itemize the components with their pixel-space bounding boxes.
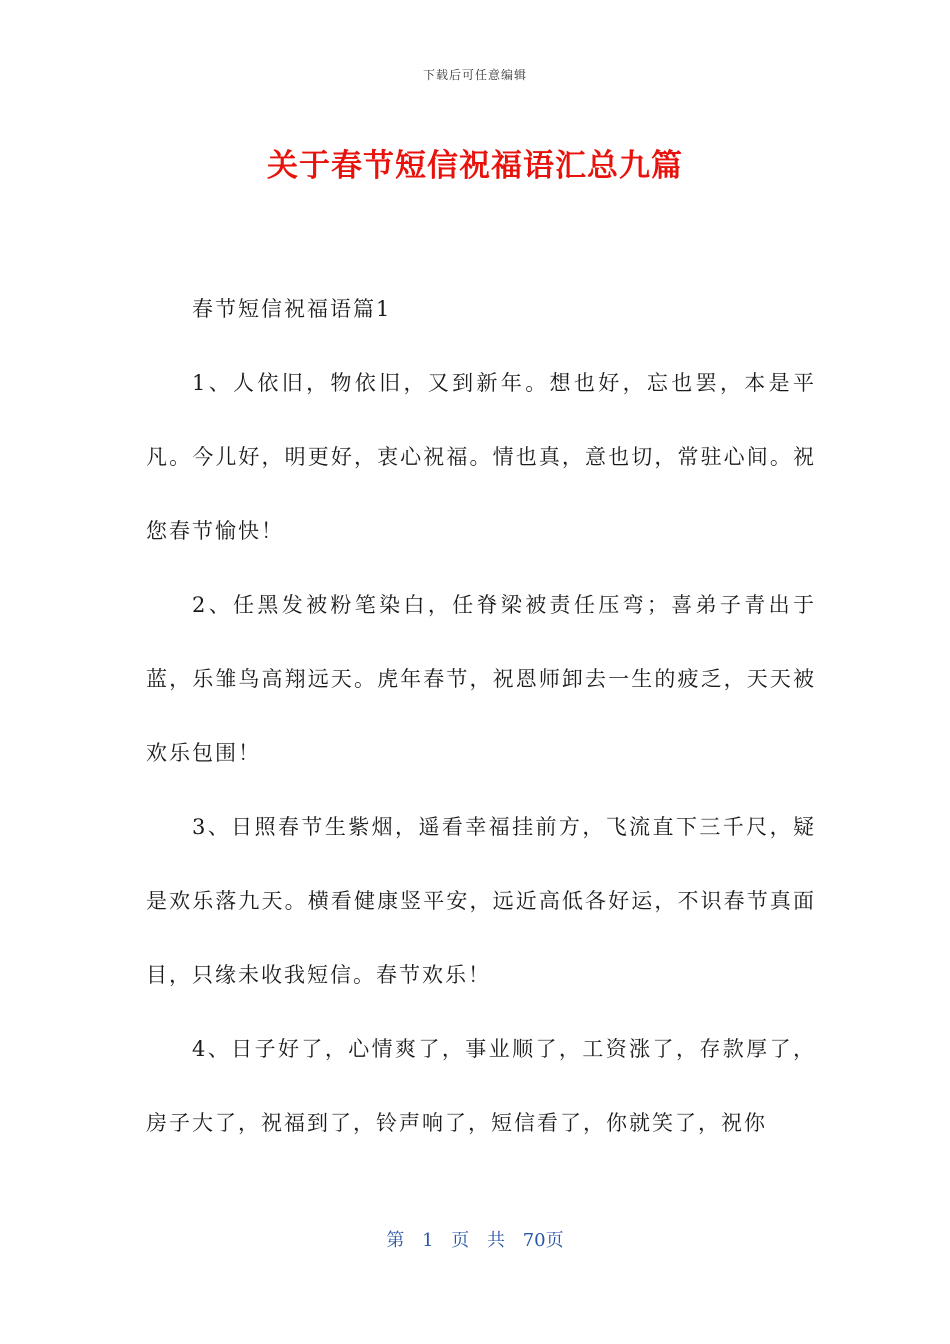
header-note: 下载后可任意编辑 xyxy=(422,68,527,82)
paragraph-4: 4、日子好了，心情爽了，事业顺了，工资涨了，存款厚了，房子大了，祝福到了，铃声响了，短信看了，你就笑了，祝你 xyxy=(146,1037,816,1135)
page-footer xyxy=(0,1226,950,1252)
section-heading: 春节短信祝福语篇1 xyxy=(192,297,392,321)
paragraph-3: 3、日照春节生紫烟，遥看幸福挂前方，飞流直下三千尺，疑是欢乐落九天。横看健康竖平安，远近高低各好运，不识春节真面目，只缘未收我短信。春节欢乐！ xyxy=(146,815,816,987)
footer-label-total: 共 xyxy=(487,1230,505,1251)
document-title: 关于春节短信祝福语汇总九篇 xyxy=(267,148,683,184)
paragraph-2: 2、任黑发被粉笔染白，任脊梁被责任压弯；喜弟子青出于蓝，乐雏鸟高翔远天。虎年春节，祝恩师卸去一生的疲乏，天天被欢乐包围！ xyxy=(146,593,816,765)
document-body xyxy=(146,272,816,1160)
footer-total-pages: 70页 xyxy=(522,1230,564,1251)
footer-label-page: 第 xyxy=(386,1230,405,1251)
footer-label-page-unit: 页 xyxy=(451,1230,470,1251)
footer-current-page: 1 xyxy=(422,1230,434,1251)
paragraph-1: 1、人依旧，物依旧，又到新年。想也好，忘也罢，本是平凡。今儿好，明更好，衷心祝福。情也真，意也切，常驻心间。祝您春节愉快！ xyxy=(146,371,816,543)
